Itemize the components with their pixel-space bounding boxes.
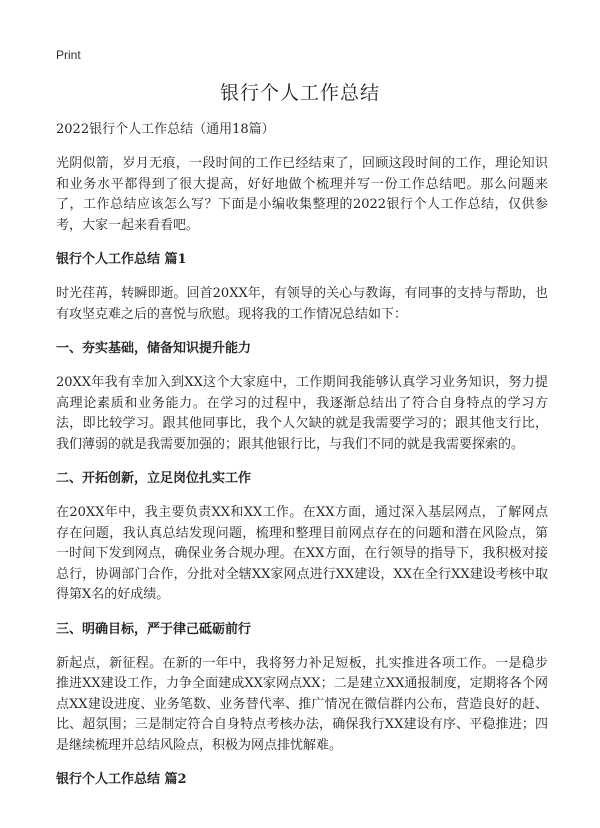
paragraph-foundation: 20XX年我有幸加入到XX这个大家庭中，工作期间我能够认真学习业务知识，努力提高理论素质和业务能力。在学习的过程中，我逐渐总结出了符合自身特点的学习方法，即比较学习。跟其他同事比，我个人欠缺的就是我需要学习的；跟其他支行比，我们薄弱的就是我需要加强的；跟其他银行比，与我们不同的就是我需要探索的。 xyxy=(56,375,548,452)
article-body xyxy=(56,120,548,804)
subheading-goals: 三、明确目标，严于律己砥砺前行 xyxy=(56,621,252,637)
section-heading-2: 银行个人工作总结 篇2 xyxy=(56,772,187,787)
paragraph-innovation: 在20XX年中，我主要负责XX和XX工作。在XX方面，通过深入基层网点，了解网点存在问题，我认真总结发现问题，梳理和整理目前网点存在的问题和潜在风险点，第一时间下发到网点，确保业务合规办理。在XX方面，在行领导的指导下，我积极对接总行，协调部门合作，分批对全辖XX家网点进行XX建设，XX在全行XX建设考核中取得第X名的好成绩。 xyxy=(56,505,548,602)
intro-paragraph: 光阴似箭，岁月无痕，一段时间的工作已经结束了，回顾这段时间的工作，理论知识和业务水平都得到了很大提高，好好地做个梳理并写一份工作总结吧。那么问题来了，工作总结应该怎么写？下面是小编收集整理的2022银行个人工作总结，仅供参考，大家一起来看看吧。 xyxy=(56,156,548,233)
document-subtitle: 2022银行个人工作总结（通用18篇） xyxy=(56,122,275,137)
section-heading-1: 银行个人工作总结 篇1 xyxy=(56,252,187,267)
paragraph-goals: 新起点，新征程。在新的一年中，我将努力补足短板，扎实推进各项工作。一是稳步推进XX建设工作，力争全面建成XX家网点XX；二是建立XX通报制度，定期将各个网点XX建设进度、业务笔数、业务替代率、推广情况在微信群内公布，营造良好的赶、比、超氛围；三是制定符合自身特点考核办法，确保我行XX建设有序、平稳推进；四是继续梳理并总结风险点，积极为网点排忧解难。 xyxy=(56,655,548,753)
section1-paragraph: 时光荏苒，转瞬即逝。回首20XX年，有领导的关心与教诲，有同事的支持与帮助，也有攻坚克难之后的喜悦与欣慰。现将我的工作情况总结如下： xyxy=(56,286,548,322)
subheading-innovation: 二、开拓创新，立足岗位扎实工作 xyxy=(56,471,252,486)
page-title: 银行个人工作总结 xyxy=(219,82,380,104)
subheading-foundation: 一、夯实基础，储备知识提升能力 xyxy=(56,341,252,356)
print-link[interactable]: Print xyxy=(56,48,81,62)
